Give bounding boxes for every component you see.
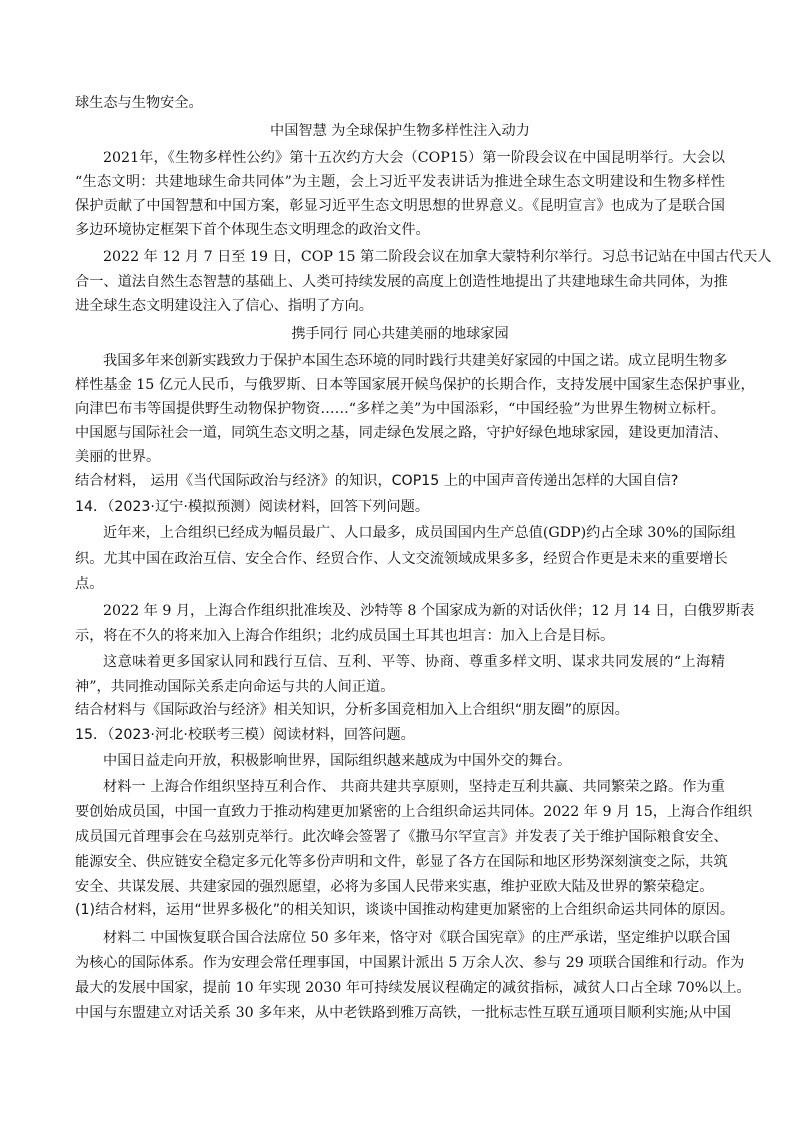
text-line: 我国多年来创新实践致力于保护本国生态环境的同时践行共建美好家园的中国之诺。成立昆明生物多 <box>103 353 728 369</box>
text-line: 成员国元首理事会在乌兹别克举行。此次峰会签署了《撒马尔罕宣言》并发表了关于维护国际粮食安全、 <box>75 829 728 845</box>
text-line: 中国愿与国际社会一道，同筑生态文明之基，同走绿色发展之路，守护好绿色地球家园，建设更加清洁、 <box>75 425 728 441</box>
question-header: 14．（2023·辽宁·模拟预测）阅读材料，回答下列问题。 <box>75 499 430 515</box>
text-line: 点。 <box>75 576 104 592</box>
section-heading: 中国智慧 为全球保护生物多样性注入动力 <box>270 123 530 139</box>
text-line: 神”，共同推动国际关系走向命运与共的人间正道。 <box>75 679 395 695</box>
text-line: 能源安全、供应链安全稳定多元化等多份声明和文件，彰显了各方在国际和地区形势深刻演变之际，共筑 <box>75 854 728 870</box>
text-line: 合一、道法自然生态智慧的基础上、人类可持续发展的高度上创造性地提出了共建地球生命共同体，为推 <box>75 274 728 290</box>
question-prompt: (1)结合材料，运用“世界多极化”的相关知识，谈谈中国推动构建更加紧密的上合组织命运共同体的原因。 <box>75 902 735 918</box>
text-line: 织。尤其中国在政治互信、安全合作、经贸合作、人文交流领域成果多多，经贸合作更是未来的重要增长 <box>75 551 728 567</box>
text-line: 近年来，上合组织已经成为幅员最广、人口最多，成员国国内生产总值(GDP)约占全球 30%的国际组 <box>103 525 736 541</box>
text-line: 中国与东盟建立对话关系 30 多年来，从中老铁路到雅万高铁，一批标志性互联互通项目顺利实施;从中国 <box>75 1005 732 1021</box>
section-heading: 携手同行 同心共建美丽的地球家园 <box>291 326 509 342</box>
text-line: 为核心的国际体系。作为安理会常任理事国，中国累计派出 5 万余人次、参与 29 项联合国维和行动。作为 <box>75 955 745 971</box>
text-line: 保护贡献了中国智慧和中国方案，彰显习近平生态文明思想的世界意义。《昆明宣言》也成为了是联合国 <box>75 198 725 214</box>
text-line: 样性基金 15 亿元人民币，与俄罗斯、日本等国家展开候鸟保护的长期合作，支持发展中国家生态保护事业， <box>75 377 755 393</box>
text-line: 要创始成员国，中国一直致力于推动构建更加紧密的上合组织命运共同体。2022 年 9 月 15，上海合作组织 <box>75 804 753 820</box>
text-line: 进全球生态文明建设注入了信心、指明了方向。 <box>75 298 373 314</box>
text-line: “生态文明：共建地球生命共同体”为主题，会上习近平发表讲话为推进全球生态文明建设和生物多样性 <box>75 174 725 190</box>
text-line: 球生态与生物安全。 <box>75 95 203 111</box>
text-line: 2022 年 9 月，上海合作组织批准埃及、沙特等 8 个国家成为新的对话伙伴；12 月 14 日，白俄罗斯表 <box>103 603 755 619</box>
text-line: 美丽的世界。 <box>75 449 161 465</box>
text-line: 多边环境协定框架下首个体现生态文明理念的政治文件。 <box>75 222 430 238</box>
text-line: 2022 年 12 月 7 日至 19 日，COP 15 第二阶段会议在加拿大蒙特利尔举行。习总书记站在中国古代天人 <box>103 249 772 265</box>
text-line: 材料一 上海合作组织坚持互利合作、 共商共建共享原则，坚持走互利共赢、共同繁荣之路。作为重 <box>103 779 725 795</box>
text-line: 这意味着更多国家认同和践行互信、互利、平等、协商、尊重多样文明、谋求共同发展的“上海精 <box>103 654 725 670</box>
text-line: 中国日益走向开放，积极影响世界，国际组织越来越成为中国外交的舞台。 <box>103 753 572 769</box>
text-line: 安全、共谋发展、共建家园的强烈愿望，必将为多国人民带来实惠，维护亚欧大陆及世界的繁荣稳定。 <box>75 879 714 895</box>
text-line: 材料二 中国恢复联合国合法席位 50 多年来，恪守对《联合国宪章》的庄严承诺，坚定维护以联合国 <box>103 930 731 946</box>
question-header: 15．（2023·河北·校联考三模）阅读材料，回答问题。 <box>75 727 415 743</box>
text-line: 向津巴布韦等国提供野生动物保护物资……“多样之美”为中国添彩，“中国经验”为世界生物树立标杆。 <box>75 401 725 417</box>
text-line: 2021年，《生物多样性公约》第十五次约方大会（COP15）第一阶段会议在中国昆明举行。大会以 <box>103 150 725 166</box>
text-line: 示，将在不久的将来加入上海合作组织；北约成员国土耳其也坦言：加入上合是目标。 <box>75 628 615 644</box>
text-line: 最大的发展中国家，提前 10 年实现 2030 年可持续发展议程确定的减贫指标，减贫人口占全球 70%以上。 <box>75 980 751 996</box>
question-prompt: 结合材料， 运用《当代国际政治与经济》的知识，COP15 上的中国声音传递出怎样的大国自信? <box>75 473 679 489</box>
question-prompt: 结合材料与《国际政治与经济》相关知识，分析多国竞相加入上合组织“朋友圈”的原因。 <box>75 702 629 718</box>
